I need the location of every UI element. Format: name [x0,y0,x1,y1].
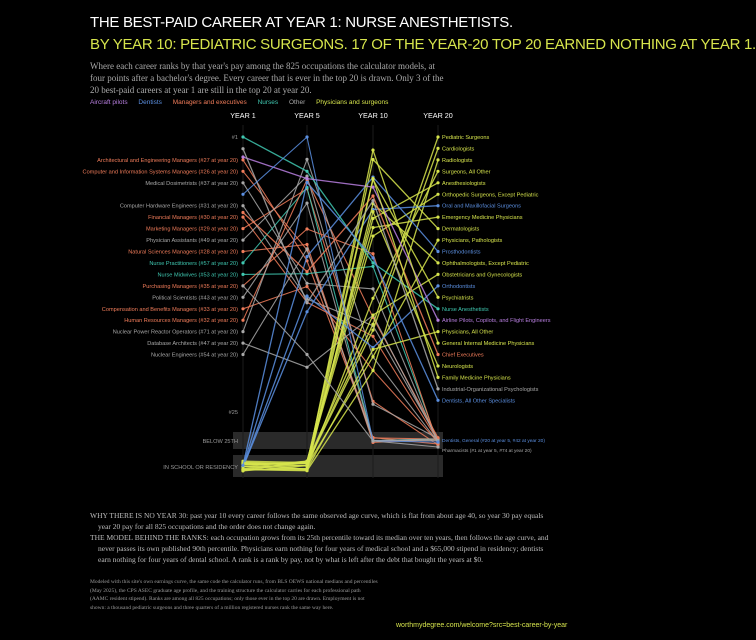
left-career-label: Nuclear Power Reactor Operators (#71 at year 20) [112,329,238,336]
career-point [436,204,439,207]
right-career-label: Orthodontists [442,283,476,290]
career-point [436,342,439,345]
notes [90,510,550,565]
career-point [305,270,308,273]
career-point [371,403,374,406]
right-career-label: Physicians, All Other [442,329,494,336]
career-point [305,247,308,250]
note-year30: WHY THERE IS NO YEAR 30: past year 10 every career follows the same observed age curve, which is flat from about age 40, so year 30 pay equals year 20 pay for all 825 occupations and the order does not change again. [90,511,544,531]
career-point [436,387,439,390]
column-header: YEAR 5 [294,111,320,120]
left-career-label: Architectural and Engineering Managers (#27 at year 20) [97,157,238,164]
career-point [305,285,308,288]
career-point [305,366,308,369]
career-point [371,329,374,332]
career-point [241,464,244,467]
left-career-label: Human Resources Managers (#32 at year 20) [124,318,238,325]
career-point [305,353,308,356]
career-point [241,467,244,470]
career-point [305,310,308,313]
career-point [371,194,374,197]
career-point [241,193,244,196]
career-point [305,468,308,471]
source-url[interactable]: worthmydegree.com/welcome?src=best-career-by-year [396,622,568,629]
career-point [371,348,374,351]
left-career-label: Nurse Practitioners (#57 at year 20) [149,260,238,267]
note-model: THE MODEL BEHIND THE RANKS: each occupation grows from its 25th percentile toward its median over ten years, then follows the age curve, and never passes its own published 90th percentile. Physicians earn nothing for four years of medical school and a $65,000 stipend in residency; dentists earn nothing for four years of dental school. A rank is a rank by pay, not by what is left after the debt that bought the years at $0. [90,533,549,564]
right-career-label: Pediatric Surgeons [442,135,490,141]
career-point [241,181,244,184]
right-career-label: Physicians, Pathologists [442,238,503,245]
career-line [243,149,438,389]
career-point [436,181,439,184]
career-point [241,330,244,333]
career-point [241,211,244,214]
career-point [436,440,439,443]
legend-dentists: Dentists [138,99,162,106]
career-point [241,307,244,310]
right-career-label: Chief Executives [442,352,484,359]
right-career-label: Cardiologists [442,146,475,153]
band-label: BELOW 25TH [202,439,238,445]
career-point [305,294,308,297]
column-header: YEAR 10 [358,111,388,120]
right-career-label: Airline Pilots, Copilots, and Flight Engineers [442,318,551,325]
career-point [371,149,374,152]
headline-line1: THE BEST-PAID CAREER AT YEAR 1: NURSE ANESTHETISTS. [90,14,513,31]
career-point [371,297,374,300]
career-point [241,155,244,158]
career-point [305,282,308,285]
career-point [305,170,308,173]
legend-managers: Managers and executives [172,99,247,106]
headline-line2: BY YEAR 10: PEDIATRIC SURGEONS. 17 OF THE YEAR-20 TOP 20 EARNED NOTHING AT YEAR 1. [90,36,756,53]
career-point [436,273,439,276]
column-header: YEAR 20 [423,111,453,120]
career-point [241,216,244,219]
career-point [305,181,308,184]
career-point [371,287,374,290]
column-header: YEAR 1 [230,111,256,120]
career-point [241,273,244,276]
career-point [241,227,244,230]
career-point [241,319,244,322]
right-career-label: Neurologists [442,364,474,370]
below-career-label: Dentists, General (#20 at year 5, #42 at year 20) [442,439,545,444]
career-point [436,239,439,242]
career-point [305,202,308,205]
left-career-label: Political Scientists (#43 at year 20) [152,295,238,302]
right-career-label: Family Medicine Physicians [442,375,511,382]
left-career-label: Marketing Managers (#29 at year 20) [145,226,238,233]
career-point [436,170,439,173]
career-point [241,135,244,138]
left-career-label: Physician Assistants (#49 at year 20) [146,238,238,245]
career-point [371,335,374,338]
career-point [305,255,308,258]
career-point [436,250,439,253]
band-label: IN SCHOOL OR RESIDENCY [163,465,238,471]
career-point [241,353,244,356]
career-point [241,284,244,287]
career-point [436,353,439,356]
right-career-label: Ophthalmologists, Except Pediatric [442,260,529,267]
below-career-label: Pharmacists (#1 at year 5, #74 at year 20) [442,449,532,454]
legend-aircraft-pilots: Aircraft pilots [90,99,128,106]
right-career-label: General Internal Medicine Physicians [442,341,535,348]
career-point [436,296,439,299]
career-point [436,216,439,219]
right-career-label: Radiologists [442,157,473,164]
career-point [371,439,374,442]
intro-text: Where each career ranks by that year's pay among the 825 occupations the calculator models, at four points after a bachelor's degree. Every career that is ever in the top 20 is drawn. Only 3 of the 20 best-paid careers at year 1 are still in the top 20 at year 20. [90,61,444,95]
left-career-label: Financial Managers (#30 at year 20) [148,215,238,222]
career-point [241,239,244,242]
career-point [436,399,439,402]
right-career-label: Prosthodontists [442,249,481,256]
rank-tick-label: #25 [228,409,238,416]
career-point [241,261,244,264]
career-point [436,307,439,310]
left-career-label: Nuclear Engineers (#54 at year 20) [150,352,238,359]
right-career-label: Anesthesiologists [442,180,486,187]
left-career-label: Computer and Information Systems Managers (#26 at year 20) [82,169,238,176]
right-career-label: Industrial-Organizational Psychologists [442,386,539,393]
right-career-label: Dermatologists [442,226,480,233]
career-point [241,296,244,299]
career-point [305,158,308,161]
career-point [371,369,374,372]
career-point [305,135,308,138]
career-point [371,210,374,213]
career-point [305,227,308,230]
career-point [436,284,439,287]
left-career-label: Natural Sciences Managers (#28 at year 20) [128,249,238,256]
right-career-label: Oral and Maxillofacial Surgeons [442,203,521,210]
career-point [436,319,439,322]
career-line [243,159,438,442]
left-career-label: Compensation and Benefits Managers (#33 at year 20) [101,306,238,313]
career-point [305,301,308,304]
left-career-label: Medical Dosimetrists (#37 at year 20) [145,180,238,187]
right-career-label: Surgeons, All Other [442,169,491,176]
fine-print: Modeled with this site's own earnings curve, the same code the calculator runs, from BLS OEWS national medians and percentiles (May 2025), the CPS ASEC graduate age profile, and the training structure the calculator carries for each professional path (AAMC resident stipend). Ranks are among all 825 occupations; only those ever in the top 20 are drawn. Employment is not shown: a thousand pediatric surgeons and three quarters of a million registered nurses rank the same way here. [90,579,378,611]
career-point [436,135,439,138]
career-point [436,376,439,379]
career-point [436,364,439,367]
career-point [241,158,244,161]
career-point [371,199,374,202]
left-career-label: Database Architects (#47 at year 20) [147,341,238,348]
right-career-label: Dentists, All Other Specialists [442,398,516,405]
left-career-label: Purchasing Managers (#35 at year 20) [142,283,238,290]
career-point [241,170,244,173]
legend-nurses: Nurses [257,99,279,106]
legend-other: Other [288,99,306,106]
career-point [241,342,244,345]
career-point [371,235,374,238]
career-point [436,261,439,264]
career-point [436,330,439,333]
left-career-label: Nurse Midwives (#53 at year 20) [157,272,238,279]
legend-physicians: Physicians and surgeons [316,99,389,106]
career-point [305,177,308,180]
right-career-label: Emergency Medicine Physicians [442,215,523,222]
career-point [371,226,374,229]
career-point [371,252,374,255]
career-point [371,314,374,317]
career-line [243,137,438,464]
career-point [436,158,439,161]
career-point [371,177,374,180]
career-point [436,147,439,150]
left-career-label: Computer Hardware Engineers (#31 at year 20) [119,203,238,210]
career-point [436,227,439,230]
career-point [241,250,244,253]
career-point [241,204,244,207]
rank-tick-label: #1 [231,135,238,141]
career-point [371,355,374,358]
career-point [371,256,374,259]
right-career-label: Orthopedic Surgeons, Except Pediatric [442,192,539,199]
career-point [305,243,308,246]
career-point [305,461,308,464]
right-career-label: Obstetricians and Gynecologists [442,272,523,279]
right-career-label: Nurse Anesthetists [442,306,489,313]
career-point [241,147,244,150]
career-point [436,193,439,196]
career-point [371,265,374,268]
career-point [436,445,439,448]
right-career-label: Psychiatrists [442,295,474,302]
